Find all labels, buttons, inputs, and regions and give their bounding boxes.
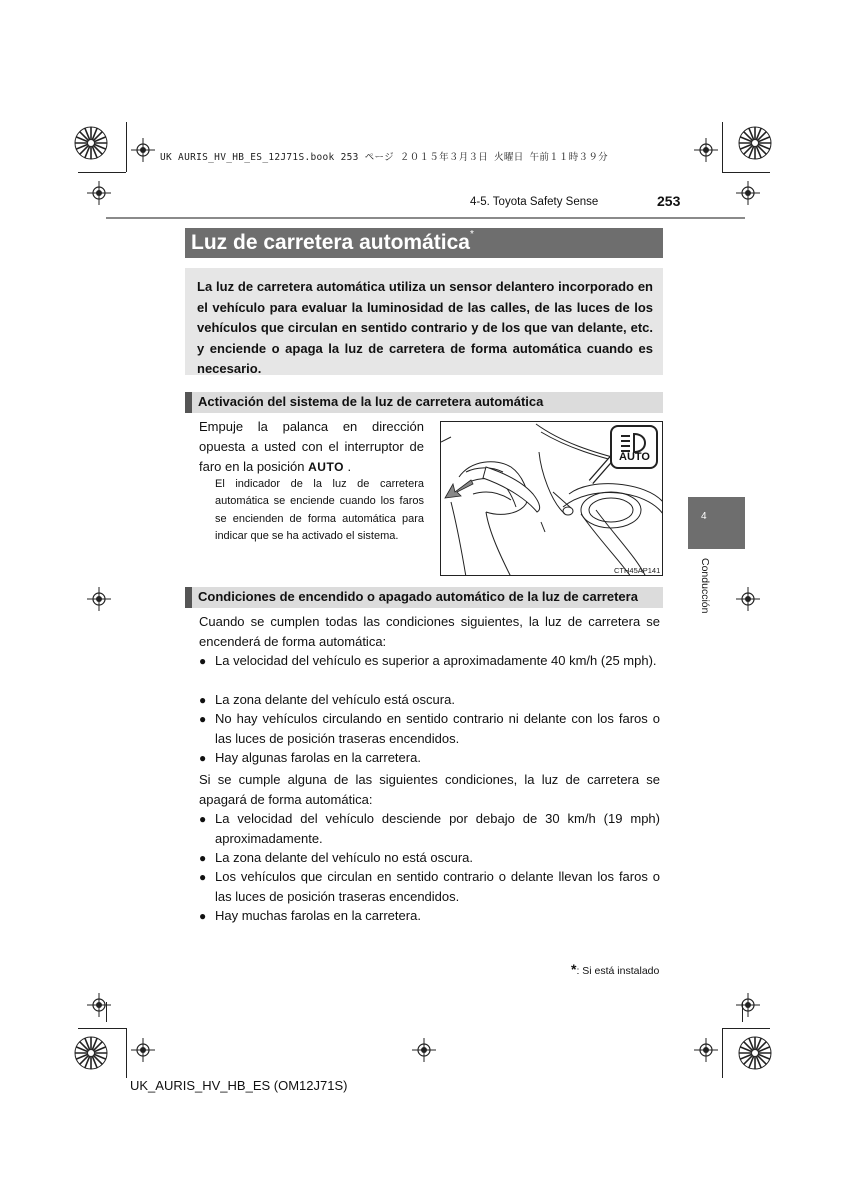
title-marker: * [469,229,474,240]
activation-instruction-text: Empuje la palanca en dirección opuesta a usted con el interruptor de faro en la posición [199,419,424,474]
registration-mark-icon [87,993,111,1017]
rosette-mark-icon [738,1036,772,1070]
bullet-icon: ● [199,851,207,865]
registration-mark-icon [87,181,111,205]
activation-instruction [199,417,424,477]
registration-mark-icon [87,587,111,611]
rosette-mark-icon [74,1036,108,1070]
auto-symbol: AUTO [308,460,344,474]
chapter-label: Conducción [699,558,711,614]
bullet-icon: ● [199,712,207,726]
list-item: Los vehículos que circulan en sentido contrario o delante llevan los faros o las luces de posición traseras encendidos. [215,869,660,904]
lever-illustration-drawing [441,422,663,576]
footnote [571,961,659,977]
list-item: Hay algunas farolas en la carretera. [215,750,421,765]
registration-mark-icon [694,138,718,162]
intro-text: La luz de carretera automática utiliza un sensor delantero incorporado en el vehículo para evaluar la luminosidad de las calles, de las luces de los vehículos que circulan en sentido contrario y de los que van delante, etc. y enciende o apaga la luz de carretera de forma automática cuando es necesario. [197,279,653,376]
crop-line [722,122,723,172]
conditions-off-intro: Si se cumple alguna de las siguientes condiciones, la luz de carretera se apagará de forma automática: [199,772,660,807]
indicator-auto-label: AUTO [619,451,650,463]
intro-box [185,268,663,375]
footer-code: UK_AURIS_HV_HB_ES (OM12J71S) [130,1078,348,1093]
bullet-icon: ● [199,909,207,923]
crop-line [78,172,126,173]
crop-line [78,1028,126,1029]
page-title [185,228,663,258]
bullet-icon: ● [199,693,207,707]
registration-mark-icon [131,1038,155,1062]
lever-illustration [440,421,663,576]
footnote-marker: * [571,961,577,977]
crop-line [722,1028,770,1029]
conditions-heading: Condiciones de encendido o apagado automático de la luz de carretera [185,587,663,608]
bullet-icon: ● [199,812,207,826]
rosette-mark-icon [738,126,772,160]
conditions-on-intro: Cuando se cumplen todas las condiciones siguientes, la luz de carretera se encenderá de forma automática: [199,614,660,649]
page-number: 253 [657,193,681,209]
crop-line [722,172,770,173]
section-label: 4-5. Toyota Safety Sense [470,196,599,208]
print-header: UK AURIS_HV_HB_ES_12J71S.book 253 ページ ２０１５年３月３日 火曜日 午前１１時３９分 [160,152,608,163]
list-item: La zona delante del vehículo no está oscura. [215,850,474,865]
bullet-icon: ● [199,870,207,884]
list-item: Hay muchas farolas en la carretera. [215,908,421,923]
list-item: La velocidad del vehículo desciende por debajo de 30 km/h (19 mph) aproximadamente. [215,811,660,846]
chapter-tab [688,497,745,549]
bullet-icon: ● [199,654,207,668]
crop-line [126,122,127,172]
bullet-icon: ● [199,751,207,765]
registration-mark-icon [736,993,760,1017]
footnote-text: : Si está instalado [576,965,660,977]
header-rule [106,217,745,219]
crop-line [742,1002,743,1022]
crop-line [106,1002,107,1022]
list-item: La velocidad del vehículo es superior a aproximadamente 40 km/h (25 mph). [215,653,657,668]
registration-mark-icon [412,1038,436,1062]
illustration-code: CTH45AP141 [614,566,661,575]
list-item: La zona delante del vehículo está oscura. [215,692,455,707]
registration-mark-icon [694,1038,718,1062]
activation-note: El indicador de la luz de carretera automática se enciende cuando los faros se encienden de forma automática para indicar que se ha activado el sistema. [215,478,424,542]
rosette-mark-icon [74,126,108,160]
list-item: No hay vehículos circulando en sentido contrario ni delante con los faros o las luces de posición traseras encendidos. [215,711,660,746]
activation-instruction-end: . [347,459,352,474]
activation-heading: Activación del sistema de la luz de carretera automática [185,392,663,413]
registration-mark-icon [736,587,760,611]
chapter-number: 4 [701,511,707,522]
crop-line [126,1028,127,1078]
registration-mark-icon [131,138,155,162]
crop-line [722,1028,723,1078]
page-title-text: Luz de carretera automática [191,231,470,254]
registration-mark-icon [736,181,760,205]
